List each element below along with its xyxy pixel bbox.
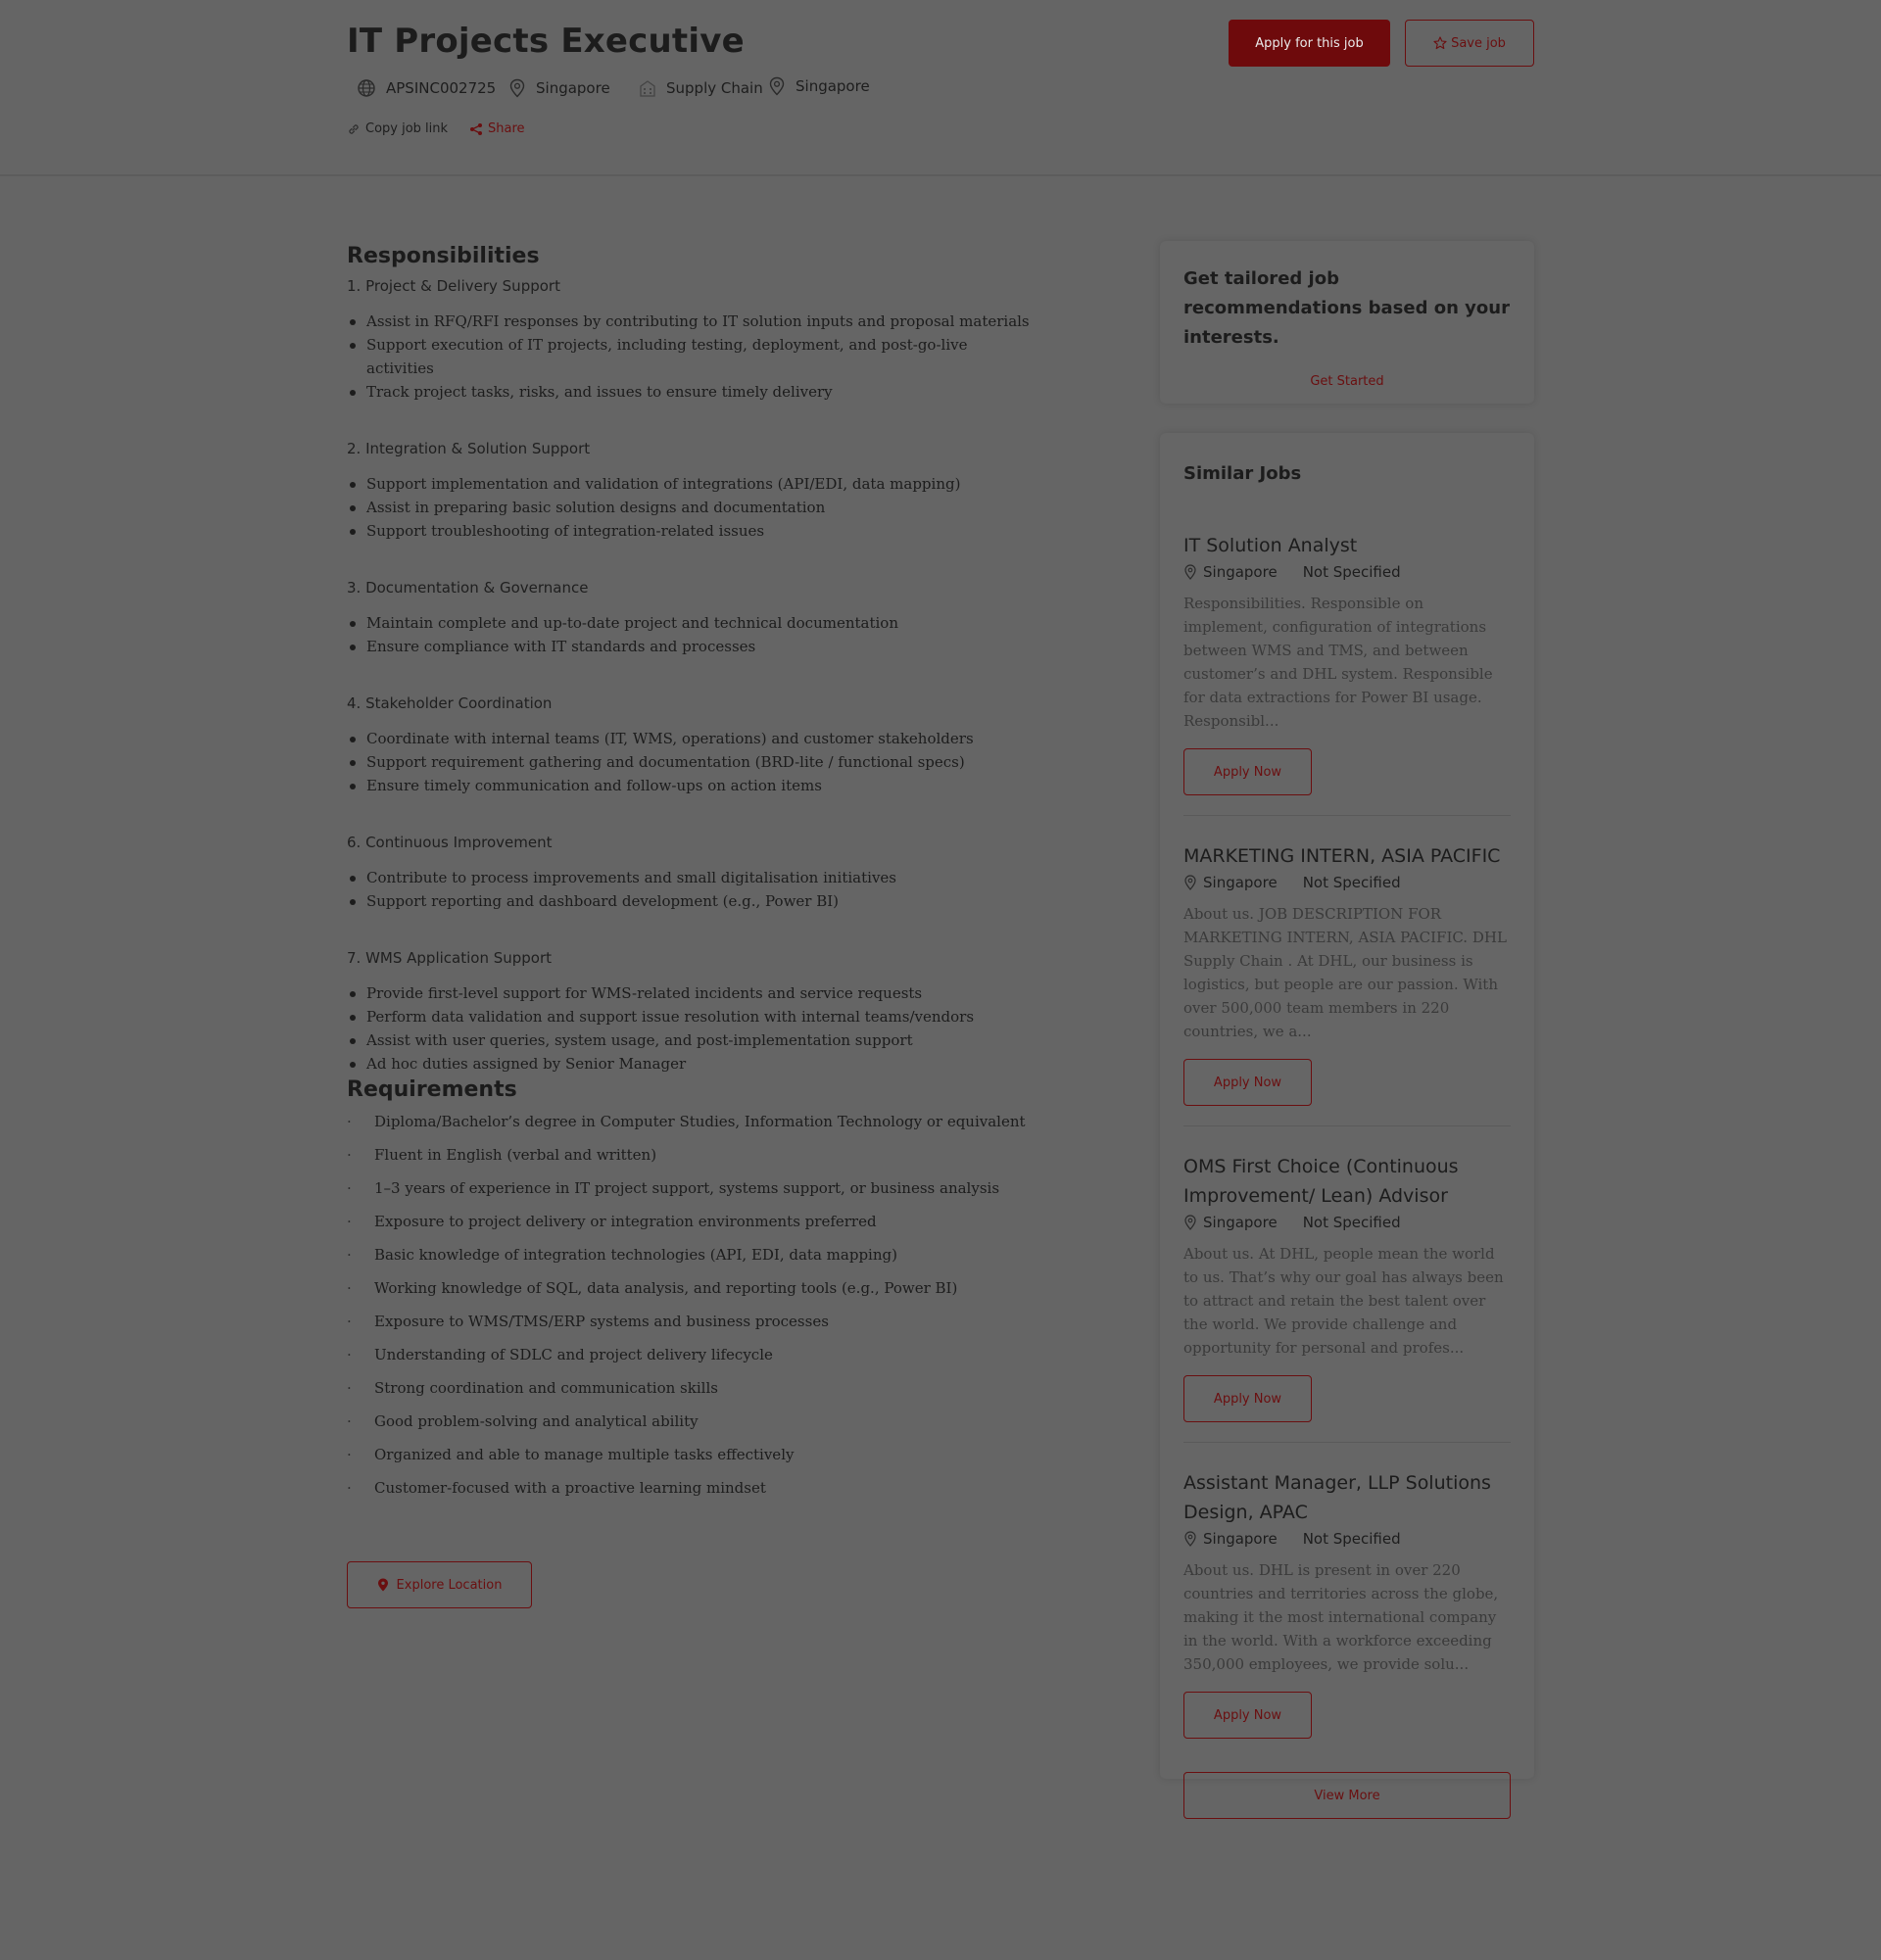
apply-now-button[interactable]: Apply Now [1183,1059,1312,1106]
explore-location-button[interactable] [347,1561,532,1608]
similar-job-meta [1183,560,1511,584]
apply-now-button[interactable]: Apply Now [1183,1692,1312,1739]
list-item: · Exposure to WMS/TMS/ERP systems and business processes [347,1305,1033,1338]
responsibility-list [347,981,1033,1076]
job-header [0,0,1881,176]
requirements-heading: Requirements [347,1077,517,1102]
apply-now-button[interactable]: Apply Now [1183,748,1312,795]
list-item: · Fluent in English (verbal and written) [347,1138,1033,1171]
similar-jobs-heading: Similar Jobs [1183,463,1302,484]
job-location-secondary: Singapore [796,77,870,95]
list-item: Contribute to process improvements and small digitalisation initiatives [347,866,1033,889]
responsibility-section-title: 1. Project & Delivery Support [347,277,560,295]
responsibility-list [347,727,1033,797]
similar-job-meta [1183,871,1511,894]
similar-job-title[interactable]: OMS First Choice (Continuous Improvement/ Lean) Advisor [1183,1156,1459,1207]
list-item: · Understanding of SDLC and project delivery lifecycle [347,1338,1033,1371]
similar-job-description: Responsibilities. Responsible on implement, configuration of integrations between WMS and TMS, and between customer’s and DHL system. Responsible for data extractions for Power BI usage. Responsibl... [1183,595,1493,730]
list-item: Support requirement gathering and documentation (BRD-lite / functional specs) [347,750,1033,774]
similar-job-item [1183,841,1511,1126]
list-item: Coordinate with internal teams (IT, WMS, operations) and customer stakeholders [347,727,1033,750]
share-link[interactable] [469,121,525,136]
category-meta [639,78,763,98]
responsibility-list [347,611,1033,658]
location-pin-icon [1183,875,1197,890]
location-pin-icon [1183,1531,1197,1547]
building-icon [639,78,656,98]
similar-job-title[interactable]: Assistant Manager, LLP Solutions Design, APAC [1183,1472,1491,1523]
similar-job-type: Not Specified [1302,563,1401,581]
list-item: Provide first-level support for WMS-related incidents and service requests [347,981,1033,1005]
responsibility-section-title: 3. Documentation & Governance [347,579,589,597]
responsibility-section [347,437,1033,543]
list-item: Ensure timely communication and follow-ups on action items [347,774,1033,797]
requirements-list [347,1105,1033,1505]
get-started-link[interactable]: Get Started [1310,374,1384,389]
copy-job-link-label: Copy job link [365,121,449,136]
recommendations-title: Get tailored job recommendations based on your interests. [1183,268,1510,348]
location-pin-icon [1183,564,1197,580]
list-item: · Diploma/Bachelor’s degree in Computer Studies, Information Technology or equivalent [347,1105,1033,1138]
list-item: Assist in RFQ/RFI responses by contributing to IT solution inputs and proposal materials [347,310,1033,333]
page-title: IT Projects Executive [347,22,745,61]
link-icon [347,122,361,136]
list-item: Track project tasks, risks, and issues to ensure timely delivery [347,380,1033,404]
responsibility-section [347,274,1033,404]
list-item: Support execution of IT projects, including testing, deployment, and post-go-live activities [347,333,1033,380]
list-item: Ensure compliance with IT standards and processes [347,635,1033,658]
responsibility-list [347,310,1033,404]
list-item: · Customer-focused with a proactive learning mindset [347,1471,1033,1505]
responsibility-list [347,472,1033,543]
similar-job-type: Not Specified [1302,1214,1401,1231]
globe-icon [357,78,376,98]
similar-job-description: About us. DHL is present in over 220 countries and territories across the globe, making it the most international company in the world. With a workforce exceeding 350,000 employees, we provide solu... [1183,1561,1499,1673]
responsibility-section [347,831,1033,913]
responsibility-section-title: 2. Integration & Solution Support [347,440,591,457]
list-item: · Basic knowledge of integration technologies (API, EDI, data mapping) [347,1238,1033,1271]
job-id-meta [357,78,496,98]
similar-job-location: Singapore [1203,563,1278,581]
similar-job-type: Not Specified [1302,1530,1401,1548]
star-icon [1433,36,1447,50]
job-location: Singapore [536,79,610,97]
list-item: · Strong coordination and communication skills [347,1371,1033,1405]
similar-job-meta [1183,1211,1511,1234]
view-more-button[interactable]: View More [1183,1772,1511,1819]
save-job-button[interactable] [1405,20,1534,67]
share-icon [469,122,483,136]
list-item: · Working knowledge of SQL, data analysis, and reporting tools (e.g., Power BI) [347,1271,1033,1305]
similar-job-type: Not Specified [1302,874,1401,891]
responsibility-section [347,576,1033,658]
job-id: APSINC002725 [386,79,497,97]
location-pin-icon [508,78,526,98]
responsibility-section [347,692,1033,797]
location-meta [508,78,610,98]
similar-job-location: Singapore [1203,1530,1278,1548]
similar-job-title[interactable]: MARKETING INTERN, ASIA PACIFIC [1183,845,1501,867]
similar-job-location: Singapore [1203,874,1278,891]
list-item: Ad hoc duties assigned by Senior Manager [347,1052,1033,1076]
similar-job-description: About us. JOB DESCRIPTION FOR MARKETING INTERN, ASIA PACIFIC. DHL Supply Chain . At DHL, our business is logistics, but people are our passion. With over 500,000 team members in 220 countries, we a... [1183,905,1507,1040]
responsibilities-heading: Responsibilities [347,244,540,268]
list-item: Perform data validation and support issue resolution with internal teams/vendors [347,1005,1033,1028]
similar-job-description: About us. At DHL, people mean the world to us. That’s why our goal has always been to attract and retain the best talent over the world. We provide challenge and opportunity for personal and profes... [1183,1245,1504,1357]
job-category: Supply Chain [666,79,763,97]
list-item: · 1–3 years of experience in IT project support, systems support, or business analysis [347,1171,1033,1205]
list-item: · Organized and able to manage multiple tasks effectively [347,1438,1033,1471]
location-pin-icon [1183,1215,1197,1230]
list-item: Support troubleshooting of integration-related issues [347,519,1033,543]
responsibility-section [347,946,1033,1076]
list-item: · Good problem-solving and analytical ability [347,1405,1033,1438]
list-item: · Exposure to project delivery or integration environments preferred [347,1205,1033,1238]
list-item: Assist with user queries, system usage, and post-implementation support [347,1028,1033,1052]
list-item: Assist in preparing basic solution designs and documentation [347,496,1033,519]
explore-location-label: Explore Location [396,1577,503,1593]
job-description [347,239,1033,1608]
responsibility-list [347,866,1033,913]
responsibility-section-title: 7. WMS Application Support [347,949,553,967]
apply-now-button[interactable]: Apply Now [1183,1375,1312,1422]
similar-job-meta [1183,1527,1511,1551]
location-pin-icon [768,76,786,96]
list-item: Maintain complete and up-to-date project and technical documentation [347,611,1033,635]
location-pin-icon [377,1578,389,1592]
share-label: Share [488,121,525,136]
similar-job-title[interactable]: IT Solution Analyst [1183,535,1358,556]
responsibility-section-title: 6. Continuous Improvement [347,834,553,851]
similar-job-item [1183,531,1511,816]
copy-job-link[interactable] [347,121,448,136]
similar-job-location: Singapore [1203,1214,1278,1231]
responsibility-section-title: 4. Stakeholder Coordination [347,694,553,712]
similar-job-item [1183,1468,1511,1758]
similar-jobs-card [1160,433,1534,1803]
apply-for-job-button[interactable]: Apply for this job [1229,20,1390,67]
location-meta-2 [768,76,870,96]
similar-job-item [1183,1152,1511,1443]
list-item: Support implementation and validation of integrations (API/EDI, data mapping) [347,472,1033,496]
recommendations-card [1160,241,1534,404]
list-item: Support reporting and dashboard development (e.g., Power BI) [347,889,1033,913]
save-job-label: Save job [1451,35,1506,51]
